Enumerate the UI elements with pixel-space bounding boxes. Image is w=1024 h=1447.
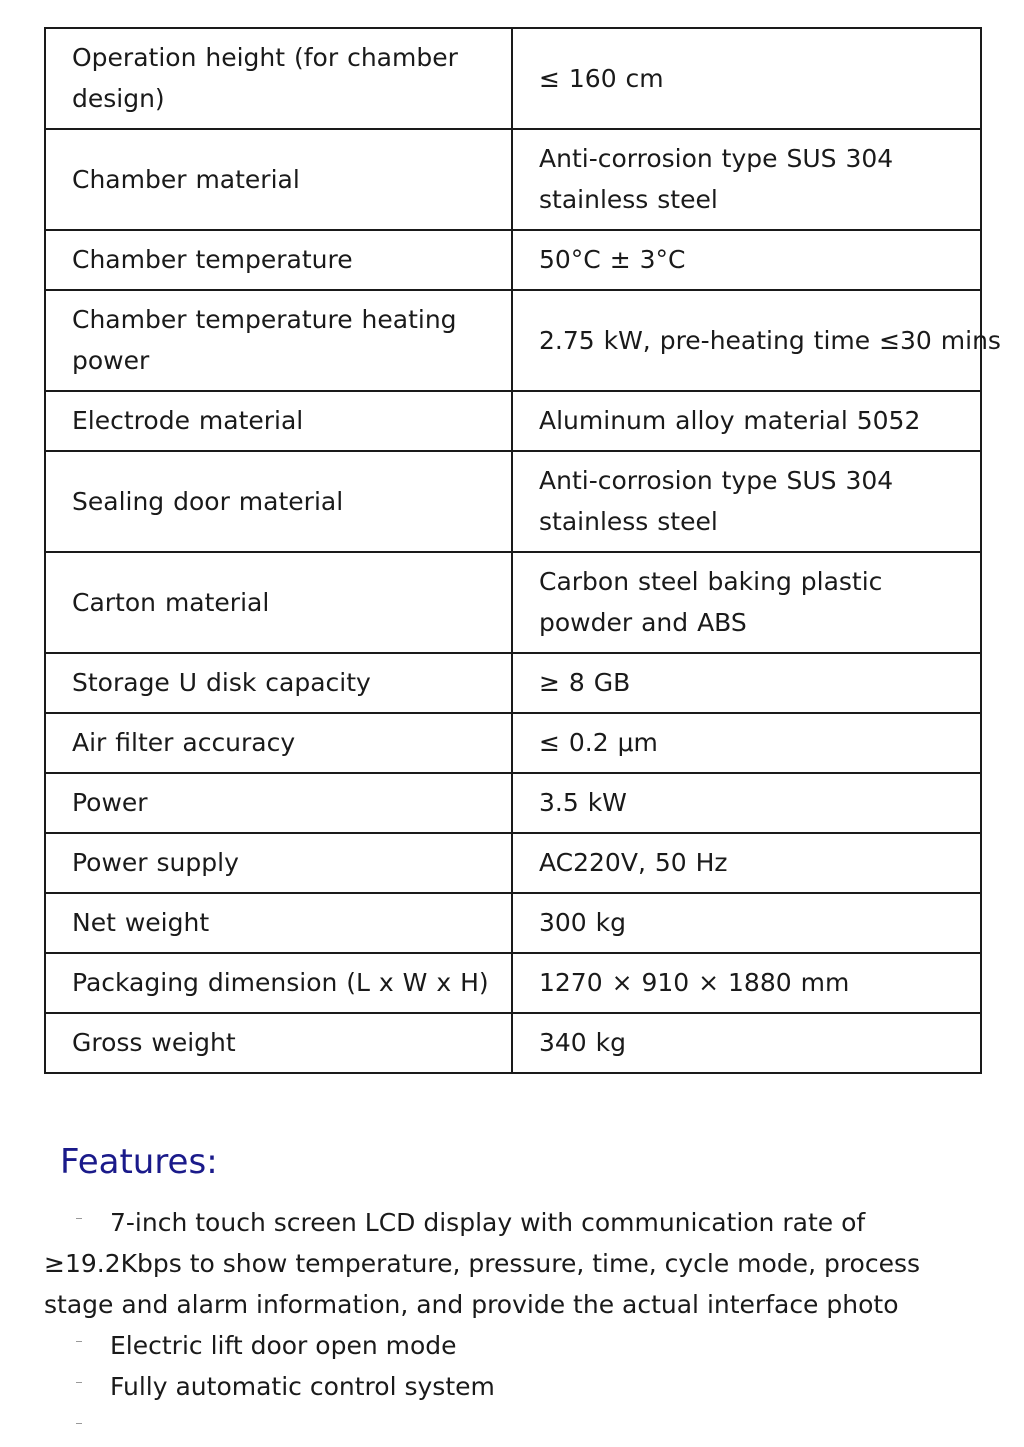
- table-row: [45, 290, 981, 391]
- bullet-dash-icon: [76, 1218, 82, 1219]
- table-row: [45, 833, 981, 893]
- table-row: [45, 451, 981, 552]
- table-row: [45, 391, 981, 451]
- spec-table: [44, 27, 1001, 1074]
- spec-label: Gross weight: [45, 1013, 512, 1073]
- table-row: [45, 129, 981, 230]
- table-row: [45, 1013, 981, 1073]
- features-heading: Features:: [60, 1142, 218, 1182]
- spec-label: Storage U disk capacity: [45, 653, 512, 713]
- table-row: [45, 552, 981, 653]
- spec-label: Electrode material: [45, 391, 512, 451]
- spec-value: 2.75 kW, pre-heating time ≤30 mins: [512, 290, 981, 391]
- spec-value: ≤ 160 cm: [512, 28, 981, 129]
- feature-text: Electric lift door open mode: [110, 1331, 457, 1360]
- list-item: [44, 1366, 984, 1407]
- table-row: [45, 28, 981, 129]
- spec-value: Aluminum alloy material 5052: [512, 391, 981, 451]
- spec-label: Power: [45, 773, 512, 833]
- spec-value: 50°C ± 3°C: [512, 230, 981, 290]
- spec-value: Carbon steel baking plastic powder and ABS: [512, 552, 981, 653]
- spec-label: Sealing door material: [45, 451, 512, 552]
- spec-value: 340 kg: [512, 1013, 981, 1073]
- table-row: [45, 653, 981, 713]
- table-row: [45, 773, 981, 833]
- list-item: [44, 1202, 984, 1325]
- spec-value: 300 kg: [512, 893, 981, 953]
- list-item: [44, 1325, 984, 1366]
- spec-label: Carton material: [45, 552, 512, 653]
- spec-value: Anti-corrosion type SUS 304 stainless steel: [512, 129, 981, 230]
- spec-value: 3.5 kW: [512, 773, 981, 833]
- spec-value: AC220V, 50 Hz: [512, 833, 981, 893]
- spec-label: Operation height (for chamber design): [45, 28, 512, 129]
- spec-label: Air filter accuracy: [45, 713, 512, 773]
- spec-label: Net weight: [45, 893, 512, 953]
- feature-text: Fully automatic control system: [110, 1372, 495, 1401]
- table-row: [45, 713, 981, 773]
- spec-label: Power supply: [45, 833, 512, 893]
- feature-text: 7-inch touch screen LCD display with communication rate of ≥19.2Kbps to show temperature, pressure, time, cycle mode, process stage and alarm information, and provide the actual interface photo: [44, 1208, 921, 1319]
- bullet-dash-icon: [76, 1382, 82, 1383]
- spec-label: Chamber temperature: [45, 230, 512, 290]
- bullet-dash-icon: [76, 1423, 82, 1424]
- bullet-dash-icon: [76, 1341, 82, 1342]
- table-row: [45, 230, 981, 290]
- table-row: [45, 893, 981, 953]
- table-row: [45, 953, 981, 1013]
- spec-value: 1270 × 910 × 1880 mm: [512, 953, 981, 1013]
- feature-list: [44, 1202, 984, 1407]
- spec-value: Anti-corrosion type SUS 304 stainless steel: [512, 451, 981, 552]
- spec-value: ≥ 8 GB: [512, 653, 981, 713]
- spec-label: Packaging dimension (L x W x H): [45, 953, 512, 1013]
- spec-value: ≤ 0.2 μm: [512, 713, 981, 773]
- spec-label: Chamber temperature heating power: [45, 290, 512, 391]
- spec-label: Chamber material: [45, 129, 512, 230]
